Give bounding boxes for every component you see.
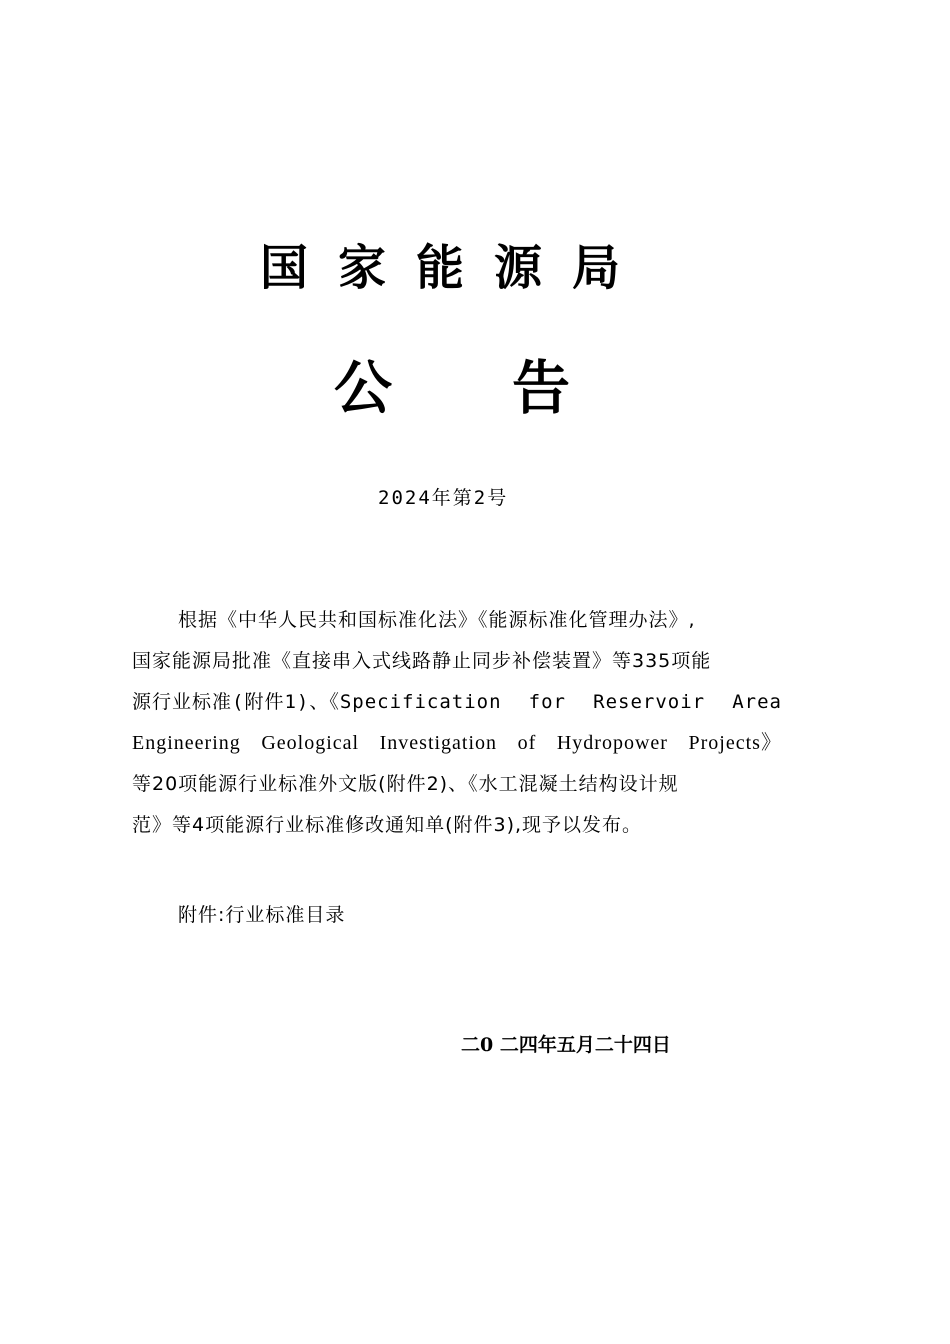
body-line-4-word: Geological <box>261 732 360 754</box>
document-type-title: 公告 <box>334 354 691 422</box>
body-line-3-word: Area <box>732 691 782 713</box>
body-line-6: 范》等4项能源行业标准修改通知单(附件3),现予以发布。 <box>132 814 643 836</box>
body-line-4 <box>132 723 782 764</box>
document-number: 2024年第2号 <box>378 487 509 509</box>
agency-title: 国家能源局 <box>260 240 651 296</box>
body-line-4-word: Engineering <box>132 732 241 754</box>
body-line-4-word: of <box>517 732 537 754</box>
body-line-4-word: Investigation <box>379 732 498 754</box>
body-line-4-word: Hydropower <box>556 732 668 754</box>
body-line-1: 根据《中华人民共和国标准化法》《能源标准化管理办法》, <box>178 609 696 631</box>
attachment-label: 附件:行业标准目录 <box>178 904 346 926</box>
body-line-3 <box>132 682 782 723</box>
body-line-2: 国家能源局批准《直接串入式线路静止同步补偿装置》等335项能 <box>132 650 712 672</box>
issue-date: 二0 二四年五月二十四日 <box>461 1034 671 1056</box>
body-line-4-word: Projects》 <box>688 732 782 754</box>
body-line-3-word: 源行业标准(附件1)、《Specification <box>132 691 502 713</box>
body-line-5: 等20项能源行业标准外文版(附件2)、《水工混凝土结构设计规 <box>132 773 679 795</box>
body-line-3-word: Reservoir <box>593 691 706 713</box>
body-line-3-word: for <box>528 691 566 713</box>
